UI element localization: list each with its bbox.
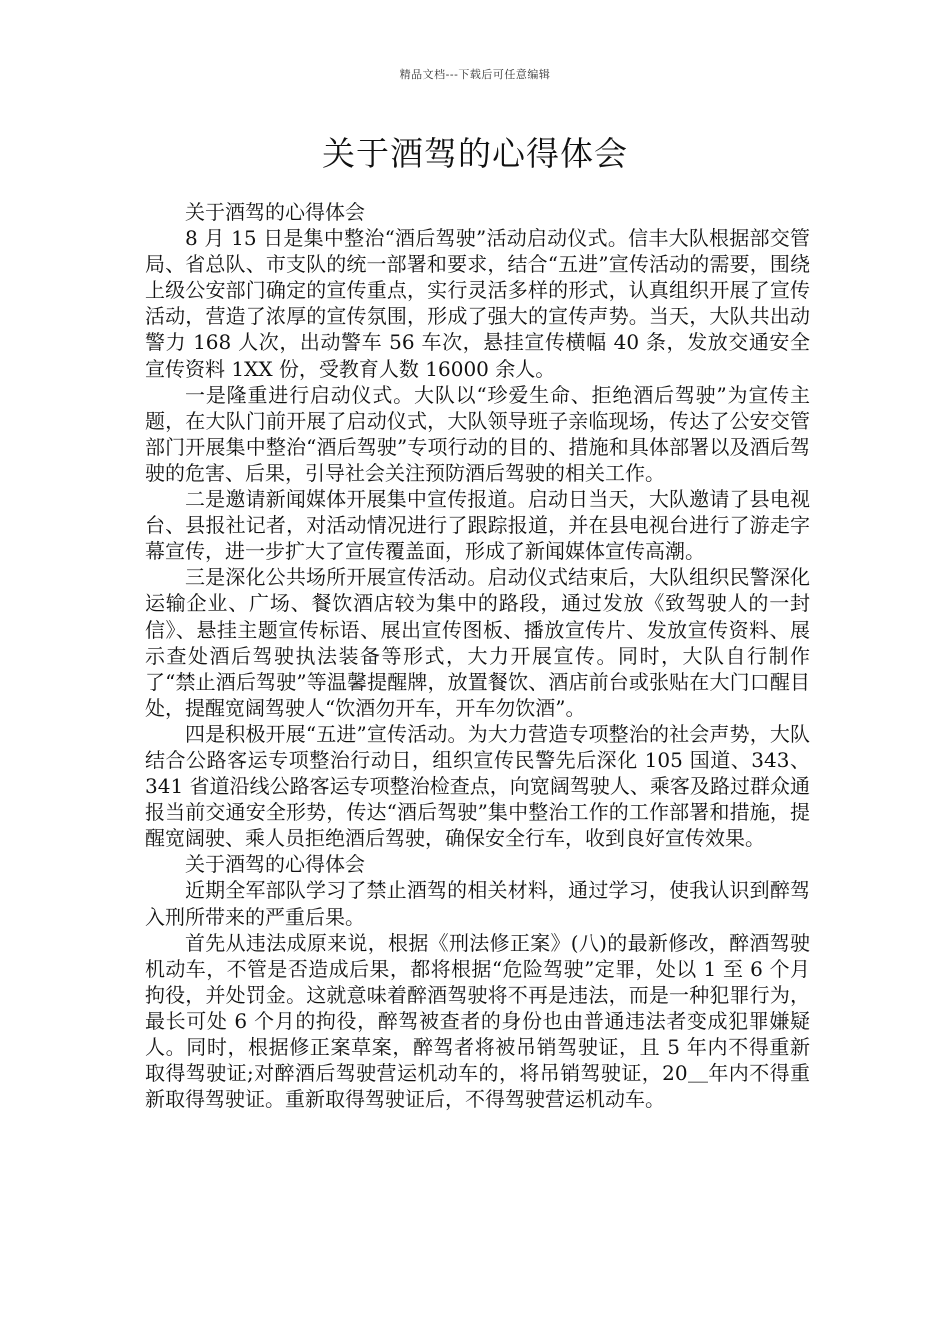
header-note: 精品文档---下载后可任意编辑	[399, 68, 551, 81]
document-body	[145, 199, 810, 1112]
paragraph-subtitle: 关于酒驾的心得体会	[185, 852, 365, 877]
paragraph: 首先从违法成原来说，根据《刑法修正案》(八)的最新修改，醉酒驾驶机动车，不管是否造成后果，都将根据“危险驾驶”定罪，处以 1 至 6 个月拘役，并处罚金。这就意味着醉酒驾驶将不再是违法，而是一种犯罪行为，最长可处 6 个月的拘役，醉驾被查者的身份也由普通违法者变成犯罪嫌疑人。同时，根据修正案草案，醉驾者将被吊销驾驶证，且 5 年内不得重新取得驾驶证;对醉酒后驾驶营运机动车的，将吊销驾驶证，20＿年内不得重新取得驾驶证。重新取得驾驶证后，不得驾驶营运机动车。	[145, 930, 810, 1112]
document-title: 关于酒驾的心得体会	[322, 134, 628, 173]
paragraph: 8 月 15 日是集中整治“酒后驾驶”活动启动仪式。信丰大队根据部交管局、省总队、市支队的统一部署和要求，结合“五进”宣传活动的需要，围绕上级公安部门确定的宣传重点，实行灵活多样的形式，认真组织开展了宣传活动，营造了浓厚的宣传氛围，形成了强大的宣传声势。当天，大队共出动警力 168 人次，出动警车 56 车次，悬挂宣传横幅 40 条，发放交通安全宣传资料 1XX 份，受教育人数 16000 余人。	[145, 226, 810, 381]
paragraph: 近期全军部队学习了禁止酒驾的相关材料，通过学习，使我认识到醉驾入刑所带来的严重后果。	[145, 878, 810, 929]
paragraph-subtitle: 关于酒驾的心得体会	[185, 200, 365, 224]
paragraph: 一是隆重进行启动仪式。大队以“珍爱生命、拒绝酒后驾驶”为宣传主题，在大队门前开展了启动仪式，大队领导班子亲临现场，传达了公安交管部门开展集中整治“酒后驾驶”专项行动的目的、措施和具体部署以及酒后驾驶的危害、后果，引导社会关注预防酒后驾驶的相关工作。	[145, 382, 810, 485]
paragraph: 三是深化公共场所开展宣传活动。启动仪式结束后，大队组织民警深化运输企业、广场、餐饮酒店较为集中的路段，通过发放《致驾驶人的一封信》、悬挂主题宣传标语、展出宣传图板、播放宣传片、发放宣传资料、展示查处酒后驾驶执法装备等形式，大力开展宣传。同时，大队自行制作了“禁止酒后驾驶”等温馨提醒牌，放置餐饮、酒店前台或张贴在大门口醒目处，提醒宽阔驾驶人“饮酒勿开车，开车勿饮酒”。	[145, 565, 810, 720]
paragraph: 四是积极开展“五进”宣传活动。为大力营造专项整治的社会声势，大队结合公路客运专项整治行动日，组织宣传民警先后深化 105 国道、343、341 省道沿线公路客运专项整治检查点，向宽阔驾驶人、乘客及路过群众通报当前交通安全形势，传达“酒后驾驶”集中整治工作的工作部署和措施，提醒宽阔驶、乘人员拒绝酒后驾驶，确保安全行车，收到良好宣传效果。	[145, 721, 810, 851]
paragraph: 二是邀请新闻媒体开展集中宣传报道。启动日当天，大队邀请了县电视台、县报社记者，对活动情况进行了跟踪报道，并在县电视台进行了游走字幕宣传，进一步扩大了宣传覆盖面，形成了新闻媒体宣传高潮。	[145, 487, 810, 564]
